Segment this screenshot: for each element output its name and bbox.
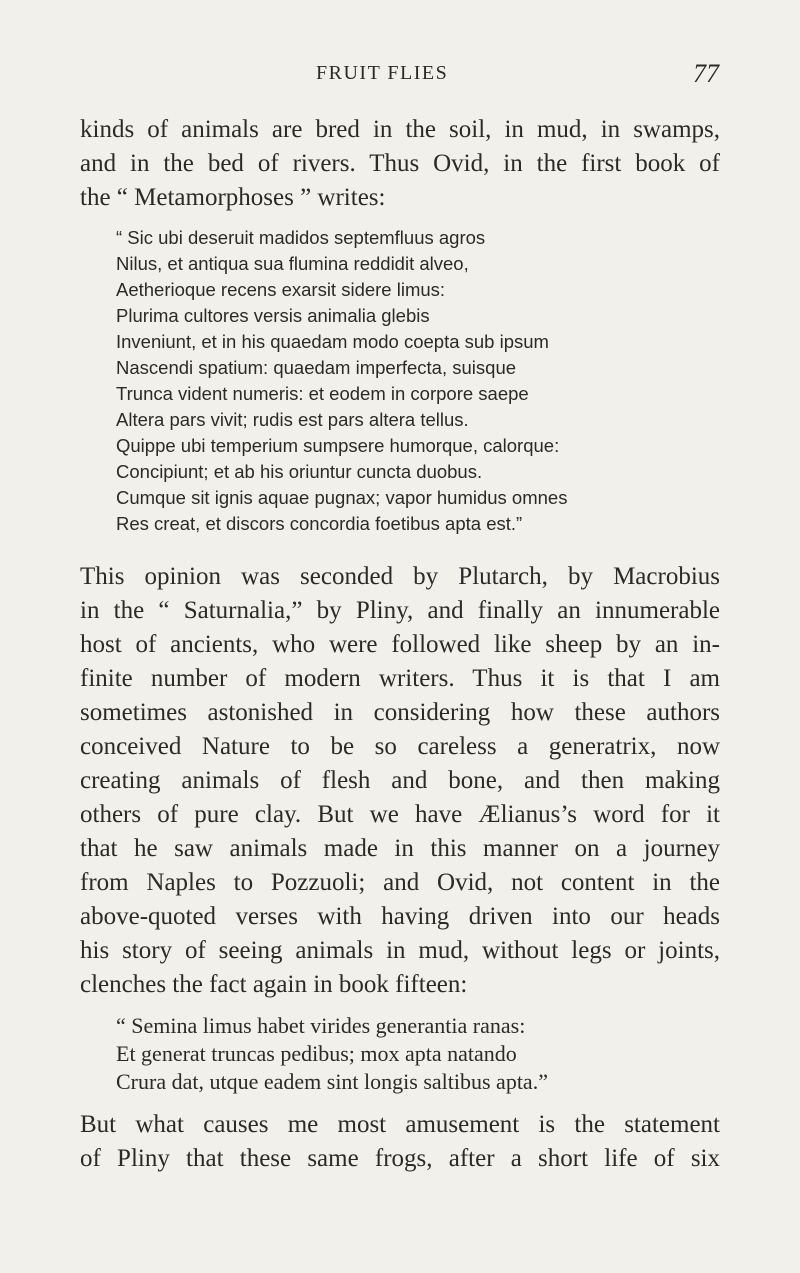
paragraph-line: and in the bed of rivers. Thus Ovid, in the first book of [80,150,720,177]
running-head [0,59,800,92]
verse-line: Trunca vident numeris: et eodem in corpore saepe [116,383,529,404]
verse-line: Nilus, et antiqua sua flumina reddidit alveo, [116,253,469,274]
verse-line: Inveniunt, et in his quaedam modo coepta sub ipsum [116,331,549,352]
paragraph-line: others of pure clay. But we have Ælianus’s word for it [80,801,720,828]
verse-line: Cumque sit ignis aquae pugnax; vapor humidus omnes [116,487,568,508]
paragraph-line: that he saw animals made in this manner on a journey [80,835,720,862]
verse-line: Altera pars vivit; rudis est pars altera tellus. [116,409,469,430]
paragraph-line: of Pliny that these same frogs, after a short life of six [80,1145,720,1172]
paragraph-line: sometimes astonished in considering how these authors [80,699,720,726]
verse-line: Quippe ubi temperium sumpsere humorque, calorque: [116,435,560,456]
paragraph-line: finite number of modern writers. Thus it is that I am [80,665,720,692]
paragraph-line: host of ancients, who were followed like sheep by an in- [80,631,720,658]
paragraph-line: the “ Metamorphoses ” writes: [80,184,386,211]
verse-line: Concipiunt; et ab his oriuntur cuncta duobus. [116,461,483,482]
paragraph-line: This opinion was seconded by Plutarch, by Macrobius [80,563,720,590]
paragraph-line: in the “ Saturnalia,” by Pliny, and finally an innumerable [80,597,720,624]
verse-line: Crura dat, utque eadem sint longis saltibus apta.” [116,1069,548,1094]
running-title: FRUIT FLIES [316,62,449,84]
paragraph-line: his story of seeing animals in mud, without legs or joints, [80,937,720,964]
paragraph-line: creating animals of flesh and bone, and then making [80,767,720,794]
paragraph-line: But what causes me most amusement is the statement [80,1111,720,1138]
verse-line: Aetherioque recens exarsit sidere limus: [116,279,446,300]
paragraph-line: clenches the fact again in book fifteen: [80,971,468,998]
paragraph-line: from Naples to Pozzuoli; and Ovid, not content in the [80,869,720,896]
verse-line: “ Semina limus habet virides generantia ranas: [116,1013,526,1038]
verse-line: “ Sic ubi deseruit madidos septemfluus agros [116,227,486,248]
verse-line: Res creat, et discors concordia foetibus apta est.” [116,513,523,534]
verse-line: Et generat truncas pedibus; mox apta natando [116,1041,517,1066]
page-number: 77 [693,59,719,88]
paragraph-line: above-quoted verses with having driven into our heads [80,903,720,930]
paragraph-line: conceived Nature to be so careless a generatrix, now [80,733,720,760]
paragraph-line: kinds of animals are bred in the soil, in mud, in swamps, [80,116,720,143]
verse-line: Plurima cultores versis animalia glebis [116,305,430,326]
verse-line: Nascendi spatium: quaedam imperfecta, suisque [116,357,517,378]
